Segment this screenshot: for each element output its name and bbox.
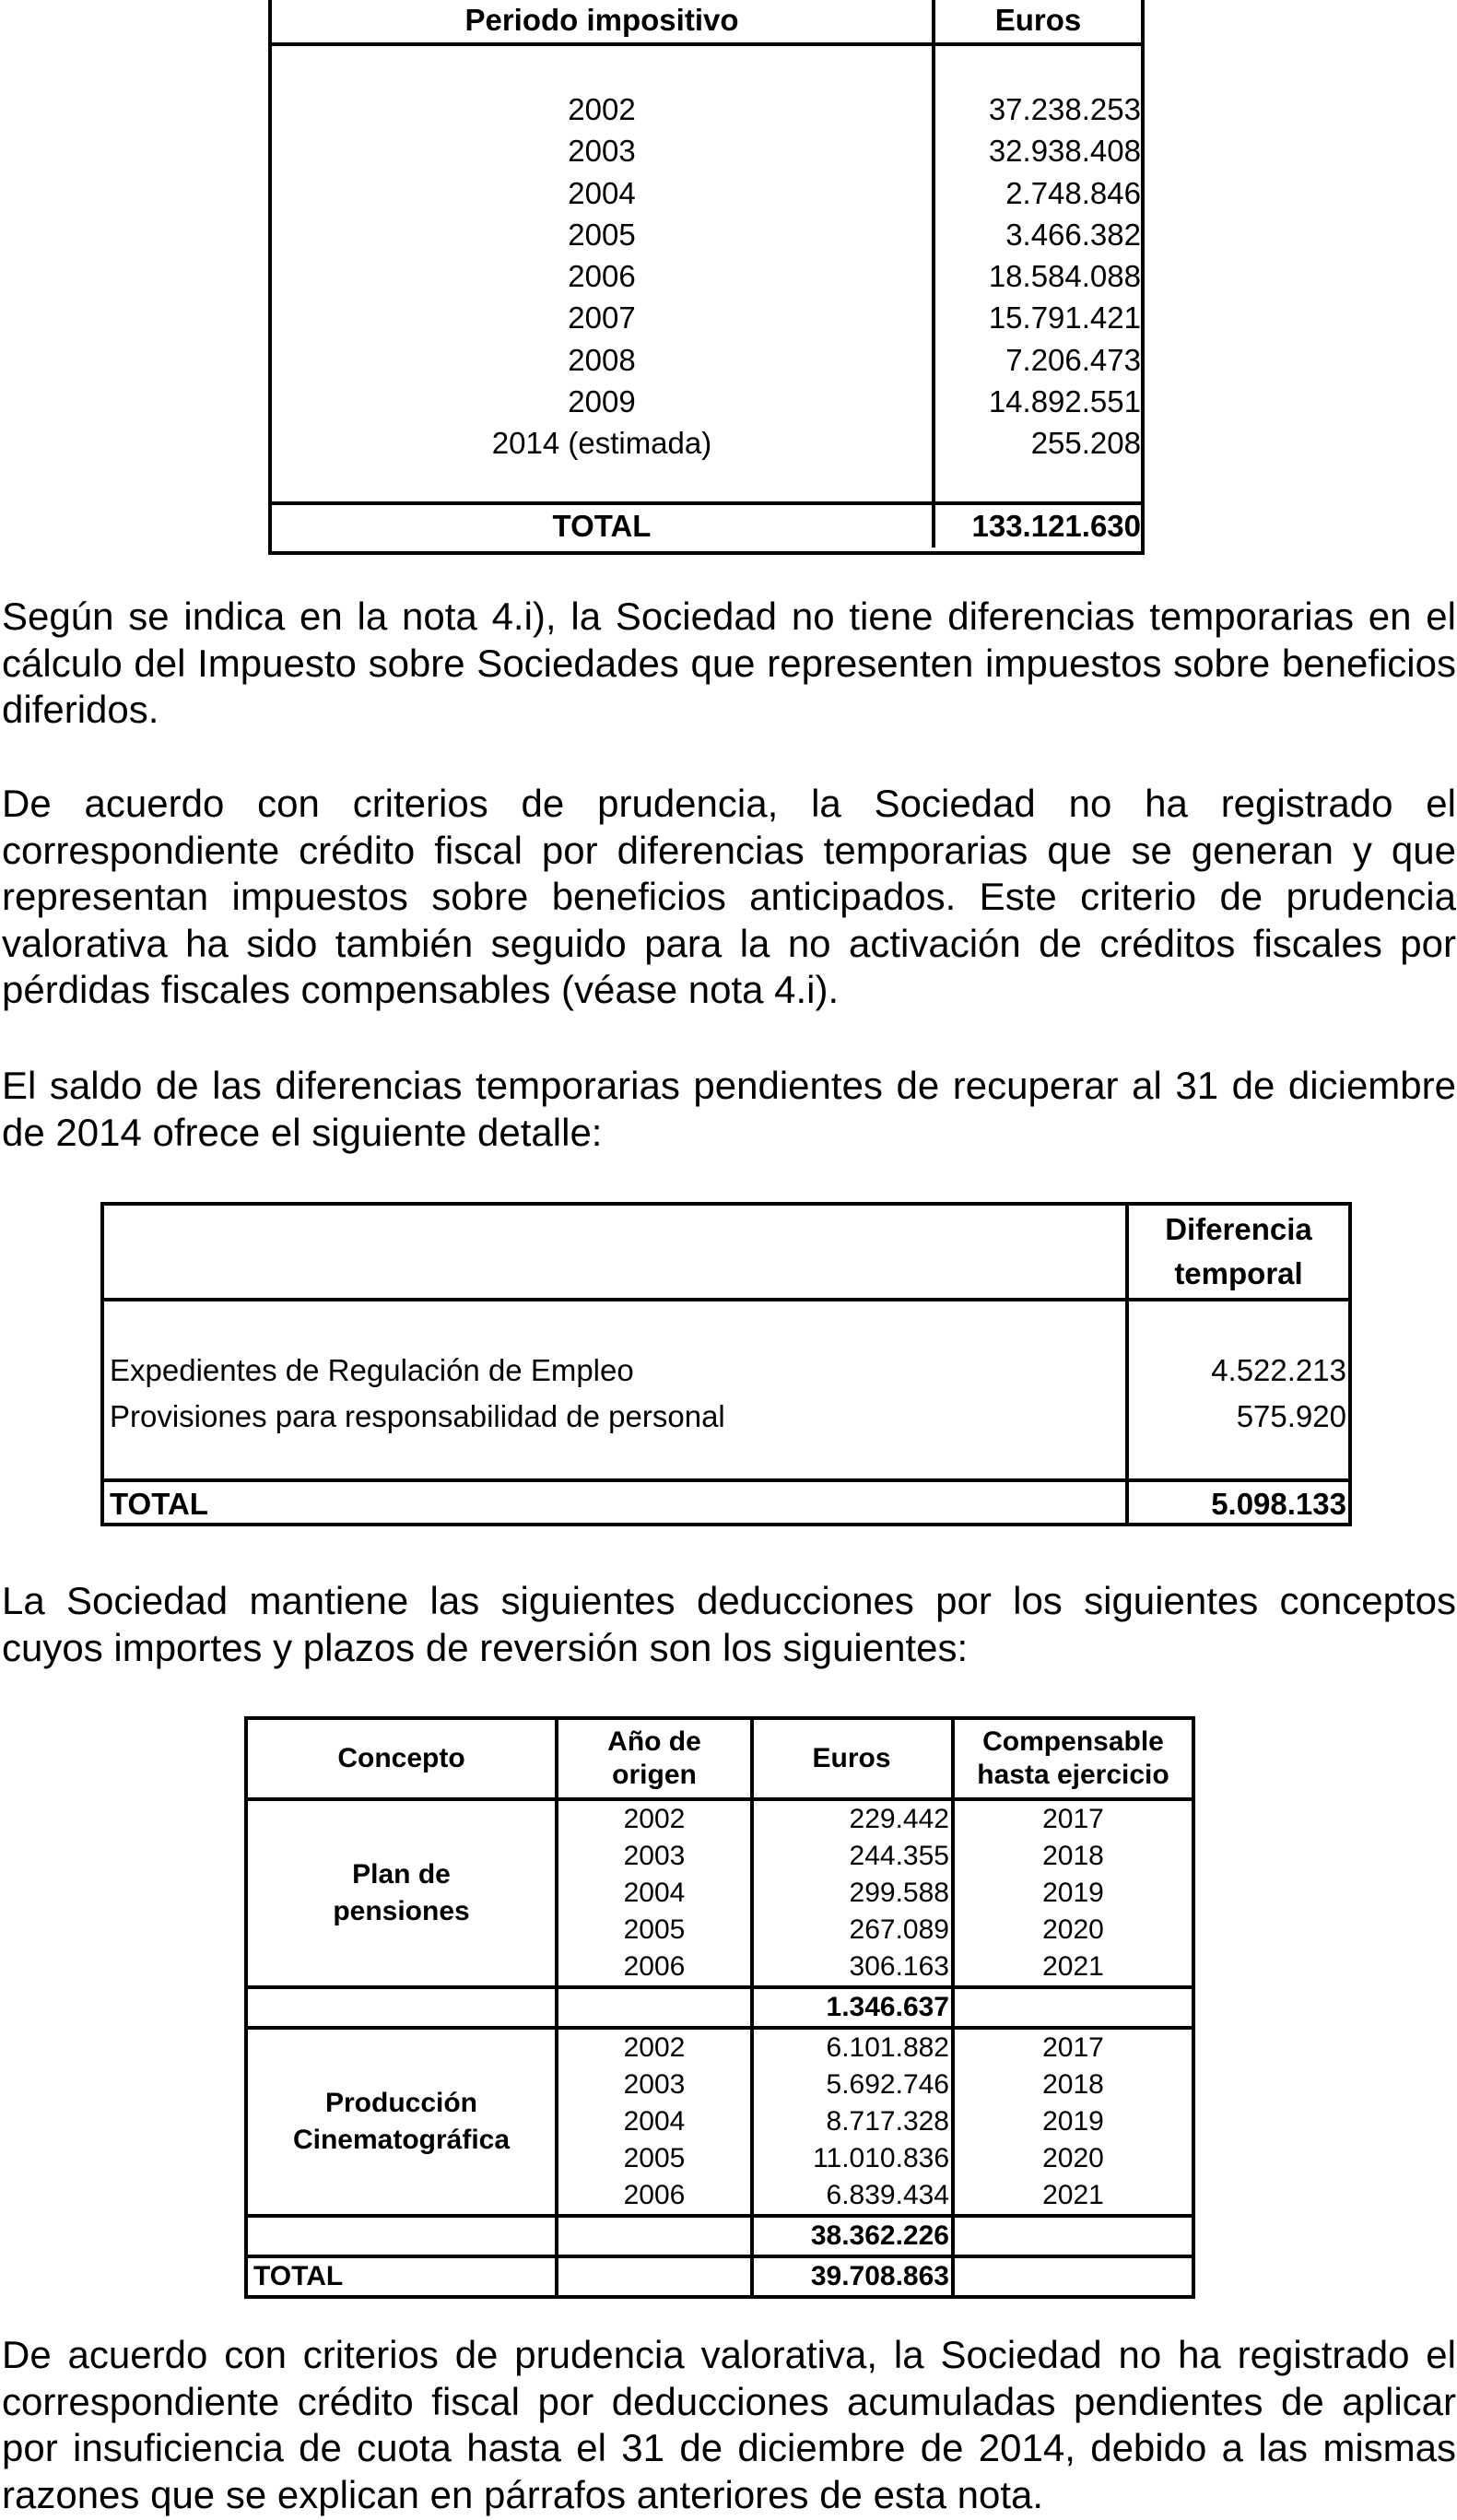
until-cell: 2020 — [953, 1912, 1193, 1949]
header-compensable — [953, 1718, 1193, 1799]
euros-cell: 5.692.746 — [752, 2067, 953, 2103]
euros-cell: 299.588 — [752, 1875, 953, 1912]
table-body — [272, 46, 1141, 505]
paragraph-deducciones-acumuladas: De acuerdo con criterios de prudencia valorativa, la Sociedad no ha registrado el correspondiente crédito fiscal por deducciones acumuladas pendientes de aplicar por insuficiencia de cuota hasta el 31 de diciembre de 2014, debido a las mismas razones que se explican en párrafos anteriores de esta nota. — [2, 2333, 1456, 2516]
until-cell: 2018 — [953, 1838, 1193, 1875]
subtotal-blank — [557, 1987, 752, 2028]
until-cell: 2017 — [953, 2028, 1193, 2067]
table-total-row — [104, 1482, 1348, 1526]
concept-cell: Expedientes de Regulación de Empleo — [110, 1353, 634, 1387]
year-cell: 2006 — [557, 2177, 752, 2216]
deductions-table — [244, 1716, 1195, 2299]
header-line: Año de — [607, 1726, 701, 1757]
period-cell: 2005 — [568, 217, 636, 252]
subtotal-value: 1.346.637 — [752, 1987, 953, 2028]
euros-cell: 18.584.088 — [988, 259, 1141, 294]
period-cell: 2009 — [568, 384, 636, 419]
header-concepto: Concepto — [246, 1718, 557, 1799]
table-total-row — [272, 505, 1141, 548]
group-label-line: Producción — [324, 2088, 477, 2118]
paragraph-deducciones: La Sociedad mantiene las siguientes deducciones por los siguientes conceptos cuyos importes y plazos de reversión son los siguientes: — [2, 1579, 1456, 1669]
until-cell: 2019 — [953, 2103, 1193, 2140]
euros-cell: 15.791.421 — [988, 300, 1141, 336]
temporary-differences-table — [100, 1202, 1352, 1526]
euros-cell: 244.355 — [752, 1838, 953, 1875]
period-cell: 2007 — [568, 300, 636, 336]
total-value: 39.708.863 — [752, 2256, 953, 2297]
total-value: 133.121.630 — [971, 509, 1141, 543]
subtotal-blank — [246, 1987, 557, 2028]
until-cell: 2018 — [953, 2067, 1193, 2103]
euros-cell: 306.163 — [752, 1949, 953, 1987]
euros-cell: 6.839.434 — [752, 2177, 953, 2216]
euros-cell: 229.442 — [752, 1799, 953, 1838]
value-column — [1129, 1301, 1348, 1478]
period-cell: 2003 — [568, 134, 636, 169]
period-column — [272, 46, 935, 501]
table-body — [104, 1301, 1348, 1482]
paragraph-credito-fiscal: De acuerdo con criterios de prudencia, la Sociedad no ha registrado el correspondiente crédito fiscal por diferencias temporarias que se generan y que representan impuestos sobre beneficios anticipados. Este criterio de prudencia valorativa ha sido también seguido para la no activación de créditos fiscales por pérdidas fiscales compensables (véase nota 4.i). — [2, 782, 1456, 1011]
subtotal-blank — [246, 2216, 557, 2256]
group-label-line: Cinematográfica — [292, 2125, 511, 2155]
euros-cell: 32.938.408 — [988, 134, 1141, 169]
until-cell: 2017 — [953, 1799, 1193, 1838]
header-euros: Euros — [994, 3, 1082, 37]
year-cell: 2002 — [557, 1799, 752, 1838]
table-header-row — [246, 1718, 1193, 1799]
total-blank — [953, 2256, 1193, 2297]
euros-cell: 8.717.328 — [752, 2103, 953, 2140]
period-cell: 2014 (estimada) — [491, 426, 712, 461]
total-label: TOTAL — [104, 1482, 1129, 1526]
header-line: hasta ejercicio — [977, 1760, 1169, 1790]
year-cell: 2002 — [557, 2028, 752, 2067]
header-euros: Euros — [752, 1718, 953, 1799]
euros-cell: 267.089 — [752, 1912, 953, 1949]
period-cell: 2008 — [568, 342, 636, 377]
period-cell: 2004 — [568, 175, 636, 210]
header-line: origen — [612, 1760, 697, 1790]
table-total-row — [246, 2256, 1193, 2297]
year-cell: 2004 — [557, 1875, 752, 1912]
value-cell: 575.920 — [1236, 1399, 1346, 1433]
year-cell: 2005 — [557, 2140, 752, 2177]
group-label-line: Plan de — [352, 1859, 451, 1890]
total-blank — [557, 2256, 752, 2297]
header-line: Compensable — [982, 1726, 1164, 1757]
subtotal-blank — [953, 2216, 1193, 2256]
paragraph-diferencias-diferidas: Según se indica en la nota 4.i), la Sociedad no tiene diferencias temporarias en el cálculo del Impuesto sobre Sociedades que representen impuestos sobre beneficios diferidos. — [2, 595, 1456, 731]
subtotal-blank — [557, 2216, 752, 2256]
table-header — [104, 1206, 1348, 1301]
table-row — [246, 2028, 1193, 2067]
euros-cell: 2.748.846 — [1005, 175, 1141, 210]
subtotal-value: 38.362.226 — [752, 2216, 953, 2256]
euros-cell: 11.010.836 — [752, 2140, 953, 2177]
total-label: TOTAL — [272, 505, 935, 548]
table-row — [246, 1799, 1193, 1838]
until-cell: 2021 — [953, 1949, 1193, 1987]
concept-column — [104, 1301, 1129, 1478]
year-cell: 2003 — [557, 1838, 752, 1875]
until-cell: 2019 — [953, 1875, 1193, 1912]
year-cell: 2003 — [557, 2067, 752, 2103]
until-cell: 2020 — [953, 2140, 1193, 2177]
paragraph-saldo-diferencias: El saldo de las diferencias temporarias pendientes de recuperar al 31 de diciembre de 2014 ofrece el siguiente detalle: — [2, 1064, 1456, 1154]
concept-cell: Provisiones para responsabilidad de personal — [110, 1399, 725, 1433]
year-cell: 2005 — [557, 1912, 752, 1949]
year-cell: 2006 — [557, 1949, 752, 1987]
euros-cell: 3.466.382 — [1005, 217, 1141, 252]
group-label-line: pensiones — [333, 1896, 470, 1926]
total-label: TOTAL — [246, 2256, 557, 2297]
euros-cell: 7.206.473 — [1005, 342, 1141, 377]
until-cell: 2021 — [953, 2177, 1193, 2216]
subtotal-blank — [953, 1987, 1193, 2028]
header-periodo: Periodo impositivo — [272, 0, 935, 42]
header-diferencia-temporal — [1129, 1206, 1348, 1298]
header-line: Diferencia — [1165, 1212, 1312, 1246]
subtotal-row — [246, 2216, 1193, 2256]
euros-cell: 255.208 — [1030, 426, 1141, 461]
header-line: temporal — [1174, 1256, 1303, 1290]
table-header — [272, 0, 1141, 46]
header-blank — [104, 1206, 1129, 1298]
period-cell: 2002 — [568, 92, 636, 126]
euros-cell: 14.892.551 — [988, 384, 1141, 419]
subtotal-row — [246, 1987, 1193, 2028]
tax-period-table — [268, 0, 1145, 555]
group-label-produccion-cinematografica — [246, 2028, 557, 2216]
total-value: 5.098.133 — [1211, 1487, 1346, 1521]
value-cell: 4.522.213 — [1211, 1353, 1346, 1387]
year-cell: 2004 — [557, 2103, 752, 2140]
euros-column — [935, 46, 1141, 501]
euros-cell: 37.238.253 — [988, 92, 1141, 126]
group-label-plan-pensiones — [246, 1799, 557, 1987]
period-cell: 2006 — [568, 259, 636, 294]
euros-cell: 6.101.882 — [752, 2028, 953, 2067]
header-anio-origen — [557, 1718, 752, 1799]
